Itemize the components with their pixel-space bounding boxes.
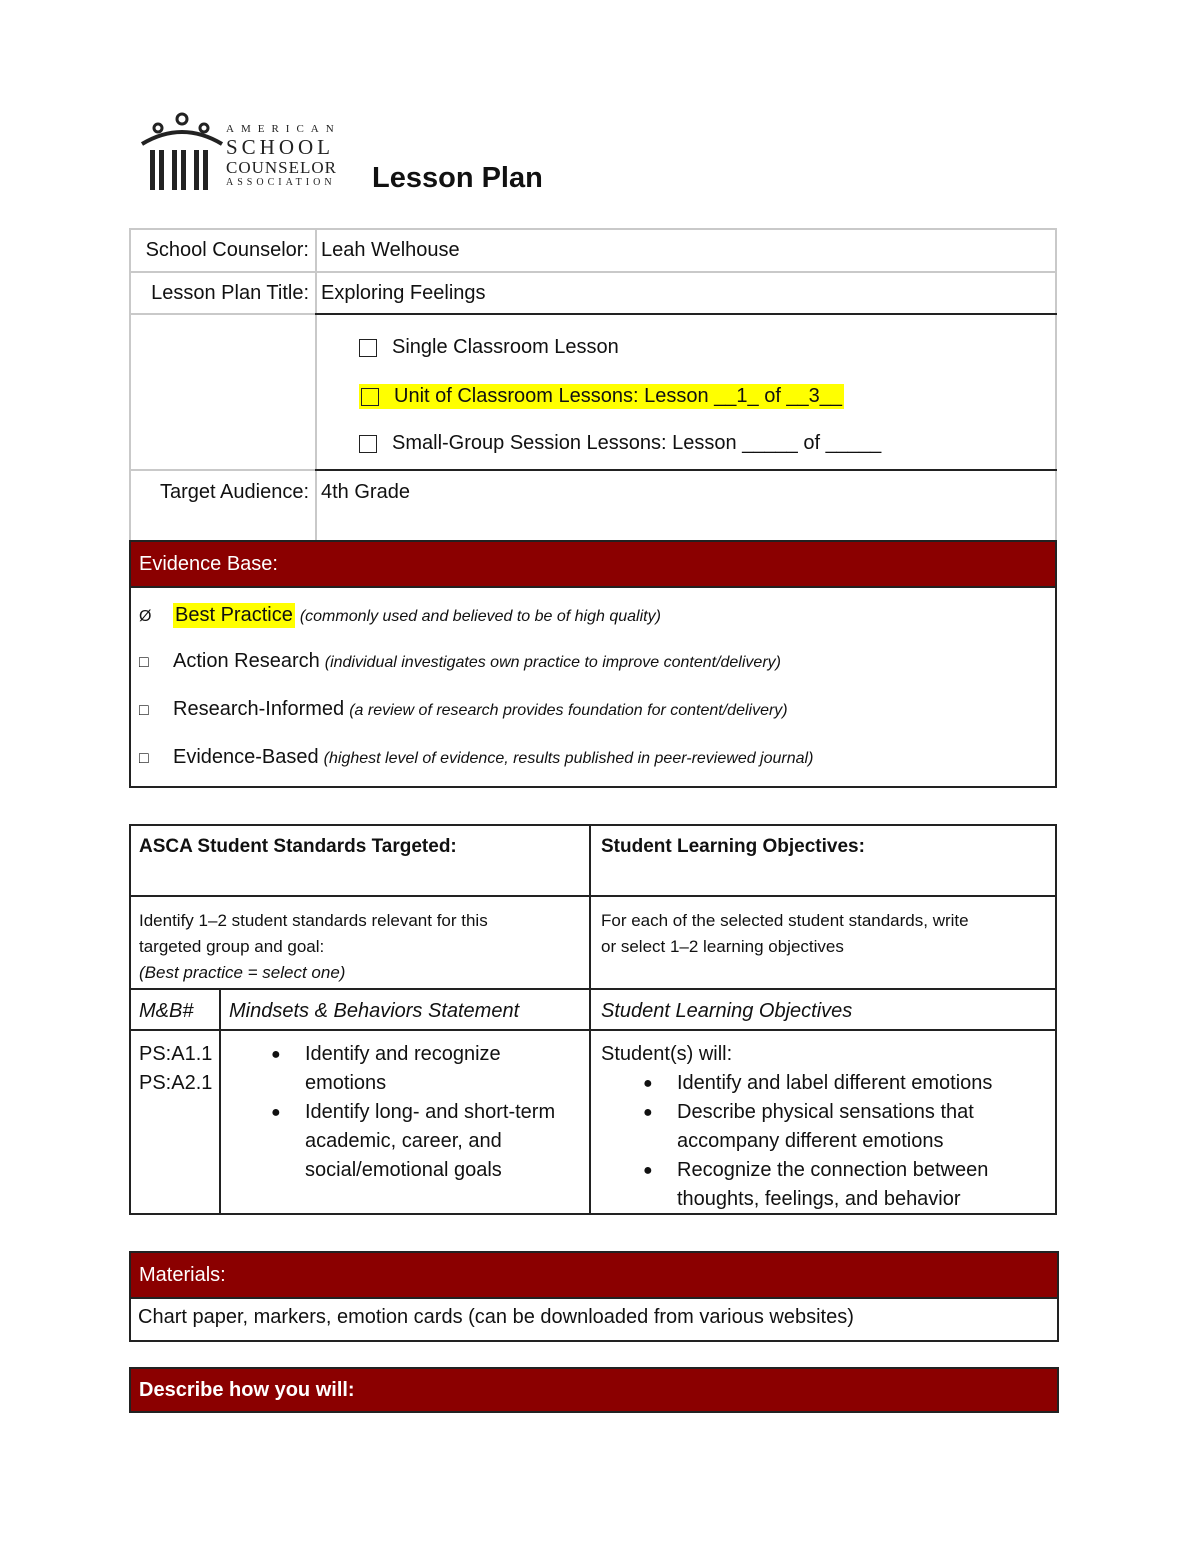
- standards-instructions: [131, 902, 589, 992]
- row-divider: [131, 313, 315, 315]
- bullet-icon: □: [139, 654, 149, 671]
- checkbox[interactable]: [359, 435, 377, 453]
- bullet-icon: □: [139, 702, 149, 719]
- instruction-line: For each of the selected student standards, write: [601, 911, 969, 930]
- row-divider: [131, 895, 1055, 897]
- evidence-label: Action Research: [173, 650, 320, 672]
- standards-table: [129, 824, 1057, 1215]
- standards-header: ASCA Student Standards Targeted:: [139, 836, 457, 857]
- evidence-item: [139, 698, 788, 721]
- logo-text: [226, 124, 341, 188]
- lesson-title-value: Exploring Feelings: [321, 282, 486, 304]
- evidence-desc: (highest level of evidence, results published in peer-reviewed journal): [323, 750, 814, 767]
- evidence-desc: (individual investigates own practice to improve content/delivery): [324, 654, 781, 671]
- col-code-header: M&B#: [139, 1000, 194, 1022]
- statement-item: ● Identify and recognize emotions: [229, 1040, 581, 1098]
- evidence-desc: (commonly used and believed to be of high quality): [299, 608, 661, 625]
- statements-list: [229, 1040, 581, 1185]
- evidence-header: [129, 540, 1057, 588]
- lesson-type-small-group[interactable]: [359, 432, 881, 455]
- logo-line: SCHOOL: [226, 135, 335, 159]
- logo-line: COUNSELOR: [226, 158, 338, 177]
- standard-codes: [131, 1034, 219, 1104]
- instruction-line: or select 1–2 learning objectives: [601, 937, 844, 956]
- lesson-type-label: Single Classroom Lesson: [392, 336, 619, 358]
- column-divider: [589, 826, 591, 1213]
- evidence-item: [139, 603, 661, 628]
- evidence-header-text: Evidence Base:: [139, 552, 278, 575]
- asca-logo-icon: [138, 110, 228, 192]
- instruction-line: (Best practice = select one): [139, 963, 346, 982]
- objectives-list: [601, 1069, 1047, 1214]
- audience-label: Target Audience:: [160, 481, 309, 503]
- evidence-desc: (a review of research provides foundation for content/delivery): [349, 702, 788, 719]
- objective-item: ● Identify and label different emotions: [601, 1069, 1047, 1098]
- materials-header-text: Materials:: [139, 1263, 226, 1286]
- evidence-label: Evidence-Based: [173, 746, 319, 768]
- evidence-item: [139, 746, 813, 769]
- evidence-base-section: [129, 540, 1057, 788]
- asca-logo: [138, 110, 353, 192]
- bullet-icon: □: [139, 750, 149, 767]
- materials-header: [129, 1251, 1059, 1299]
- standard-code: PS:A1.1: [139, 1043, 213, 1065]
- lesson-info-table: [129, 228, 1057, 542]
- lesson-type-label: Small-Group Session Lessons: Lesson _____ of _____: [392, 432, 882, 454]
- objectives-intro: Student(s) will:: [601, 1043, 733, 1065]
- lesson-title-label: Lesson Plan Title:: [151, 282, 309, 304]
- counselor-label: School Counselor:: [145, 239, 309, 261]
- logo-line: ASSOCIATION: [226, 177, 336, 188]
- objectives-header: Student Learning Objectives:: [601, 836, 865, 857]
- counselor-value: Leah Welhouse: [321, 239, 460, 261]
- describe-header-text: Describe how you will:: [139, 1378, 355, 1401]
- lesson-type-single[interactable]: [359, 336, 619, 359]
- instruction-line: targeted group and goal:: [139, 937, 325, 956]
- col-statement-header: Mindsets & Behaviors Statement: [229, 1000, 520, 1022]
- row-divider: [315, 469, 1057, 471]
- row-divider: [131, 469, 315, 471]
- col-objectives-header: Student Learning Objectives: [601, 1000, 853, 1022]
- highlight: [359, 384, 844, 409]
- objective-item: ● Recognize the connection between thoughts, feelings, and behavior: [601, 1156, 1047, 1214]
- checkbox[interactable]: [361, 388, 379, 406]
- checkbox[interactable]: [359, 339, 377, 357]
- evidence-label: Best Practice: [175, 604, 293, 626]
- row-divider: [131, 271, 1055, 273]
- objective-item: ● Describe physical sensations that accompany different emotions: [601, 1098, 1047, 1156]
- statement-item: ● Identify long- and short-term academic, career, and social/emotional goals: [229, 1098, 581, 1185]
- bullet-icon: Ø: [139, 608, 152, 625]
- statements-cell: [221, 1034, 589, 1191]
- lesson-type-label: Unit of Classroom Lessons: Lesson __1_ of __3__: [394, 385, 843, 407]
- lesson-type-unit[interactable]: [359, 384, 844, 409]
- objectives-cell: [593, 1034, 1055, 1220]
- evidence-label: Research-Informed: [173, 698, 345, 720]
- logo-line: AMERICAN: [226, 123, 341, 135]
- row-divider: [315, 313, 1057, 315]
- audience-value: 4th Grade: [321, 481, 410, 503]
- row-divider: [131, 1029, 1055, 1031]
- objectives-instructions: [593, 902, 1055, 966]
- standard-code: PS:A2.1: [139, 1072, 213, 1094]
- column-divider: [315, 230, 317, 544]
- describe-header: [129, 1367, 1059, 1413]
- page-title: Lesson Plan: [372, 162, 543, 194]
- instruction-line: Identify 1–2 student standards relevant for this: [139, 911, 488, 930]
- evidence-item: [139, 650, 781, 673]
- materials-text: Chart paper, markers, emotion cards (can be downloaded from various websites): [129, 1297, 1059, 1342]
